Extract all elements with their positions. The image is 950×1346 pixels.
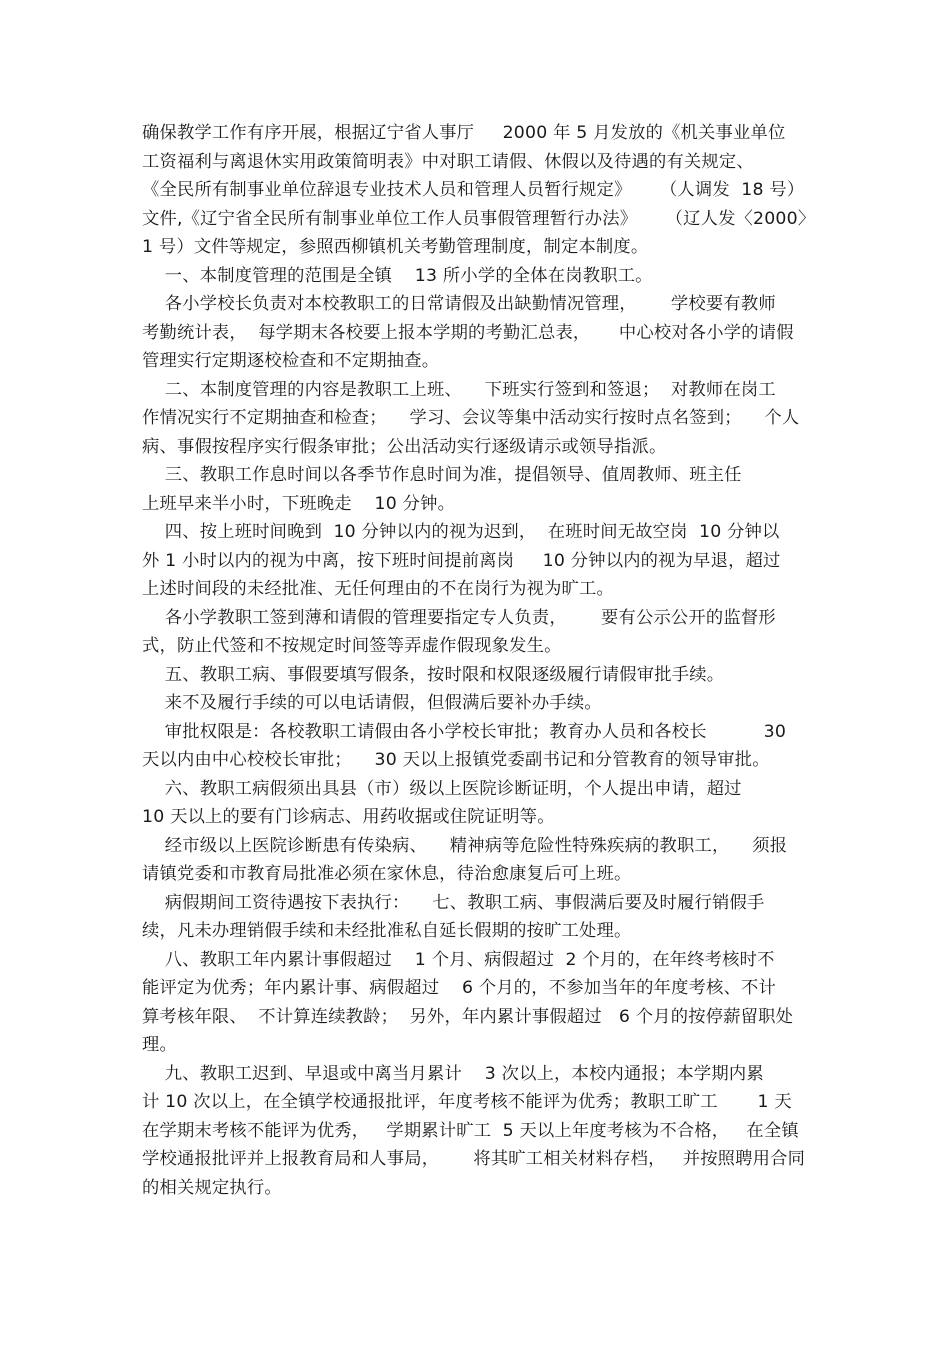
text-line: 《全民所有制事业单位辞退专业技术人员和管理人员暂行规定》 （人调发 18 号） [142, 180, 805, 200]
text-line: 一、本制度管理的范围是全镇 13 所小学的全体在岗教职工。 [142, 265, 653, 286]
text-line: 八、教职工年内累计事假超过 1 个月、病假超过 2 个月的，在年终考核时不 [142, 949, 775, 970]
text-line: 上述时间段的未经批准、无任何理由的不在岗行为视为旷工。 [142, 579, 614, 599]
text-line: 作情况实行不定期抽查和检查； 学习、会议等集中活动实行按时点名签到； 个人 [142, 408, 800, 428]
text-line: 经市级以上医院诊断患有传染病、 精神病等危险性特殊疾病的教职工， 须报 [142, 835, 788, 856]
text-line: 学校通报批评并上报教育局和人事局， 将其旷工相关材料存档， 并按照聘用合同 [142, 1149, 806, 1169]
text-line: 管理实行定期逐校检查和不定期抽查。 [142, 351, 440, 371]
text-line: 请镇党委和市教育局批准必须在家休息，待治愈康复后可上班。 [142, 864, 632, 884]
text-line: 九、教职工迟到、早退或中离当月累计 3 次以上，本校内通报；本学期内累 [142, 1063, 764, 1084]
text-line: 的相关规定执行。 [142, 1177, 282, 1198]
text-line: 天以内由中心校校长审批； 30 天以上报镇党委副书记和分管教育的领导审批。 [142, 750, 770, 770]
document-body [142, 119, 816, 1202]
text-line: 病假期间工资待遇按下表执行： 七、教职工病、事假满后要及时履行销假手 [142, 892, 765, 913]
text-line: 工资福利与离退休实用政策简明表》中对职工请假、休假以及待遇的有关规定、 [142, 151, 754, 172]
text-line: 考勤统计表， 每学期末各校要上报本学期的考勤汇总表， 中心校对各小学的请假 [142, 322, 794, 343]
text-line: 各小学教职工签到薄和请假的管理要指定专人负责， 要有公示公开的监督形 [142, 607, 776, 628]
text-line: 来不及履行手续的可以电话请假，但假满后要补办手续。 [142, 693, 602, 713]
text-line: 1 号）文件等规定，参照西柳镇机关考勤管理制度，制定本制度。 [142, 237, 649, 257]
text-line: 式，防止代签和不按规定时间签等弄虚作假现象发生。 [142, 636, 562, 656]
text-line: 四、按上班时间晚到 10 分钟以内的视为迟到， 在班时间无故空岗 10 分钟以 [142, 522, 780, 542]
text-line: 计 10 次以上，在全镇学校通报批评，年度考核不能评为优秀；教职工旷工 1 天 [142, 1092, 792, 1112]
text-line: 在学期末考核不能评为优秀， 学期累计旷工 5 天以上年度考核为不合格， 在全镇 [142, 1120, 799, 1141]
text-line: 文件,《辽宁省全民所有制事业单位工作人员事假管理暂行办法》 （辽人发〈2000〉 [142, 208, 816, 229]
text-line: 二、本制度管理的内容是教职工上班、 下班实行签到和签退； 对教师在岗工 [142, 379, 776, 400]
text-line: 各小学校长负责对本校教职工的日常请假及出缺勤情况管理， 学校要有教师 [142, 294, 776, 314]
text-line: 理。 [142, 1035, 177, 1055]
text-line: 五、教职工病、事假要填写假条，按时限和权限逐级履行请假审批手续。 [142, 664, 725, 685]
text-line: 三、教职工作息时间以各季节作息时间为准，提倡领导、值周教师、班主任 [142, 465, 742, 485]
text-line: 算考核年限、 不计算连续教龄； 另外，年内累计事假超过 6 个月的按停薪留职处 [142, 1006, 794, 1027]
text-line: 能评定为优秀；年内累计事、病假超过 6 个月的，不参加当年的年度考核、不计 [142, 978, 777, 998]
text-line: 10 天以上的要有门诊病志、用药收据或住院证明等。 [142, 807, 555, 827]
text-line: 上班早来半小时，下班晚走 10 分钟。 [142, 493, 456, 514]
text-line: 续，凡未办理销假手续和未经批准私自延长假期的按旷工处理。 [142, 921, 632, 941]
text-line: 六、教职工病假须出具县（市）级以上医院诊断证明，个人提出申请，超过 [142, 778, 742, 799]
text-line: 病、事假按程序实行假条审批；公出活动实行逐级请示或领导指派。 [142, 436, 667, 457]
text-line: 审批权限是：各校教职工请假由各小学校长审批；教育办人员和各校长 30 [142, 721, 787, 742]
text-line: 外 1 小时以内的视为中离，按下班时间提前离岗 10 分钟以内的视为早退，超过 [142, 550, 781, 571]
text-line: 确保教学工作有序开展，根据辽宁省人事厅 2000 年 5 月发放的《机关事业单位 [142, 123, 786, 143]
